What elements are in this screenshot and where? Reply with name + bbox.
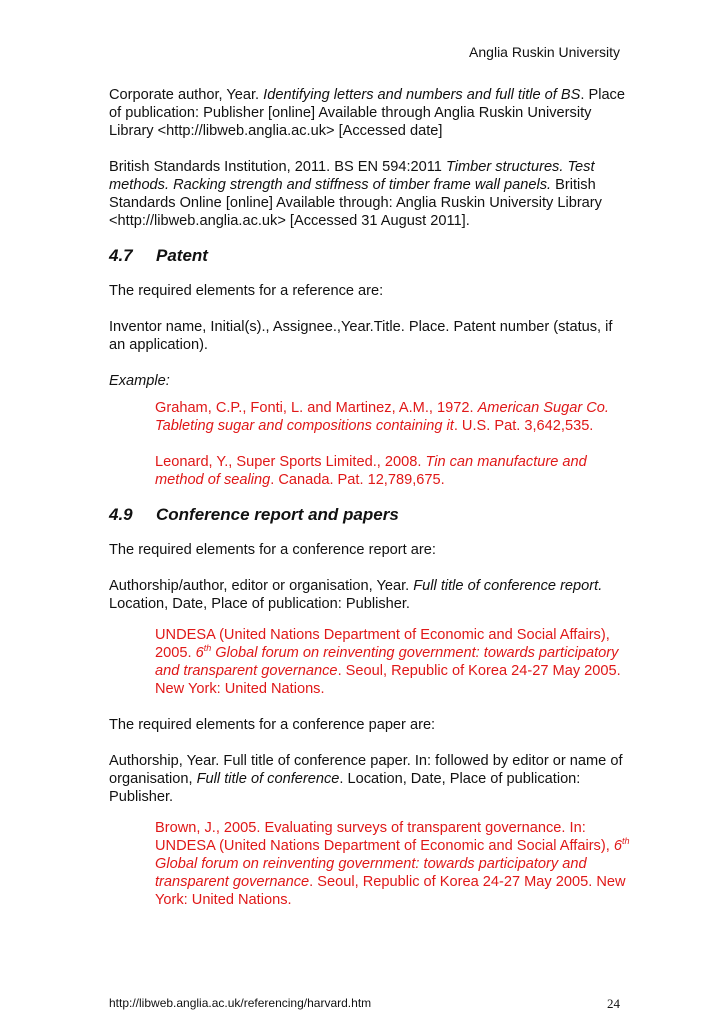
conference-report-intro: The required elements for a conference report are: (109, 542, 436, 558)
page-header: Anglia Ruskin University (469, 44, 620, 60)
page-content (109, 86, 629, 909)
corporate-example: British Standards Institution, 2011. BS EN 594:2011 Timber structures. Test methods. Racking strength and stiffness of timber frame wall panels. British Standards Online [online] Available through: Anglia Ruskin University Library <http://libweb.anglia.ac.uk> [Accessed 31 August 2011]. (109, 159, 602, 229)
section-heading-patent: 4.7 Patent (109, 246, 208, 265)
patent-format: Inventor name, Initial(s)., Assignee.,Year.Title. Place. Patent number (status, if an application). (109, 319, 613, 353)
conference-report-example: UNDESA (United Nations Department of Economic and Social Affairs), 2005. 6th Global forum on reinventing government: towards participatory and transparent governance. Seoul, Republic of Korea 24-27 May 2005. New York: United Nations. (155, 627, 621, 697)
patent-intro: The required elements for a reference are: (109, 283, 384, 299)
patent-example-2: Leonard, Y., Super Sports Limited., 2008. Tin can manufacture and method of sealing. Canada. Pat. 12,789,675. (155, 454, 587, 488)
corporate-format: Corporate author, Year. Identifying letters and numbers and full title of BS. Place of publication: Publisher [online] Available through Anglia Ruskin University Library <http://libweb.anglia.ac.uk> [Accessed date] (109, 87, 625, 139)
conference-paper-format: Authorship, Year. Full title of conference paper. In: followed by editor or name of organisation, Full title of conference. Location, Date, Place of publication: Publisher. (109, 753, 623, 805)
patent-example-1: Graham, C.P., Fonti, L. and Martinez, A.M., 1972. American Sugar Co. Tableting sugar and compositions containing it. U.S. Pat. 3,642,535. (155, 400, 609, 434)
footer-url: http://libweb.anglia.ac.uk/referencing/harvard.htm (109, 996, 372, 1010)
conference-report-format: Authorship/author, editor or organisation, Year. Full title of conference report. Location, Date, Place of publication: Publisher. (109, 578, 603, 612)
section-heading-conference: 4.9 Conference report and papers (109, 505, 399, 524)
conference-paper-example: Brown, J., 2005. Evaluating surveys of transparent governance. In: UNDESA (United Nations Department of Economic and Social Affairs), 6th Global forum on reinventing government: towards participatory and transparent governance. Seoul, Republic of Korea 24-27 May 2005. New York: United Nations. (155, 820, 630, 908)
page-number: 24 (607, 996, 620, 1011)
example-label: Example: (109, 373, 170, 389)
conference-paper-intro: The required elements for a conference paper are: (109, 717, 436, 733)
